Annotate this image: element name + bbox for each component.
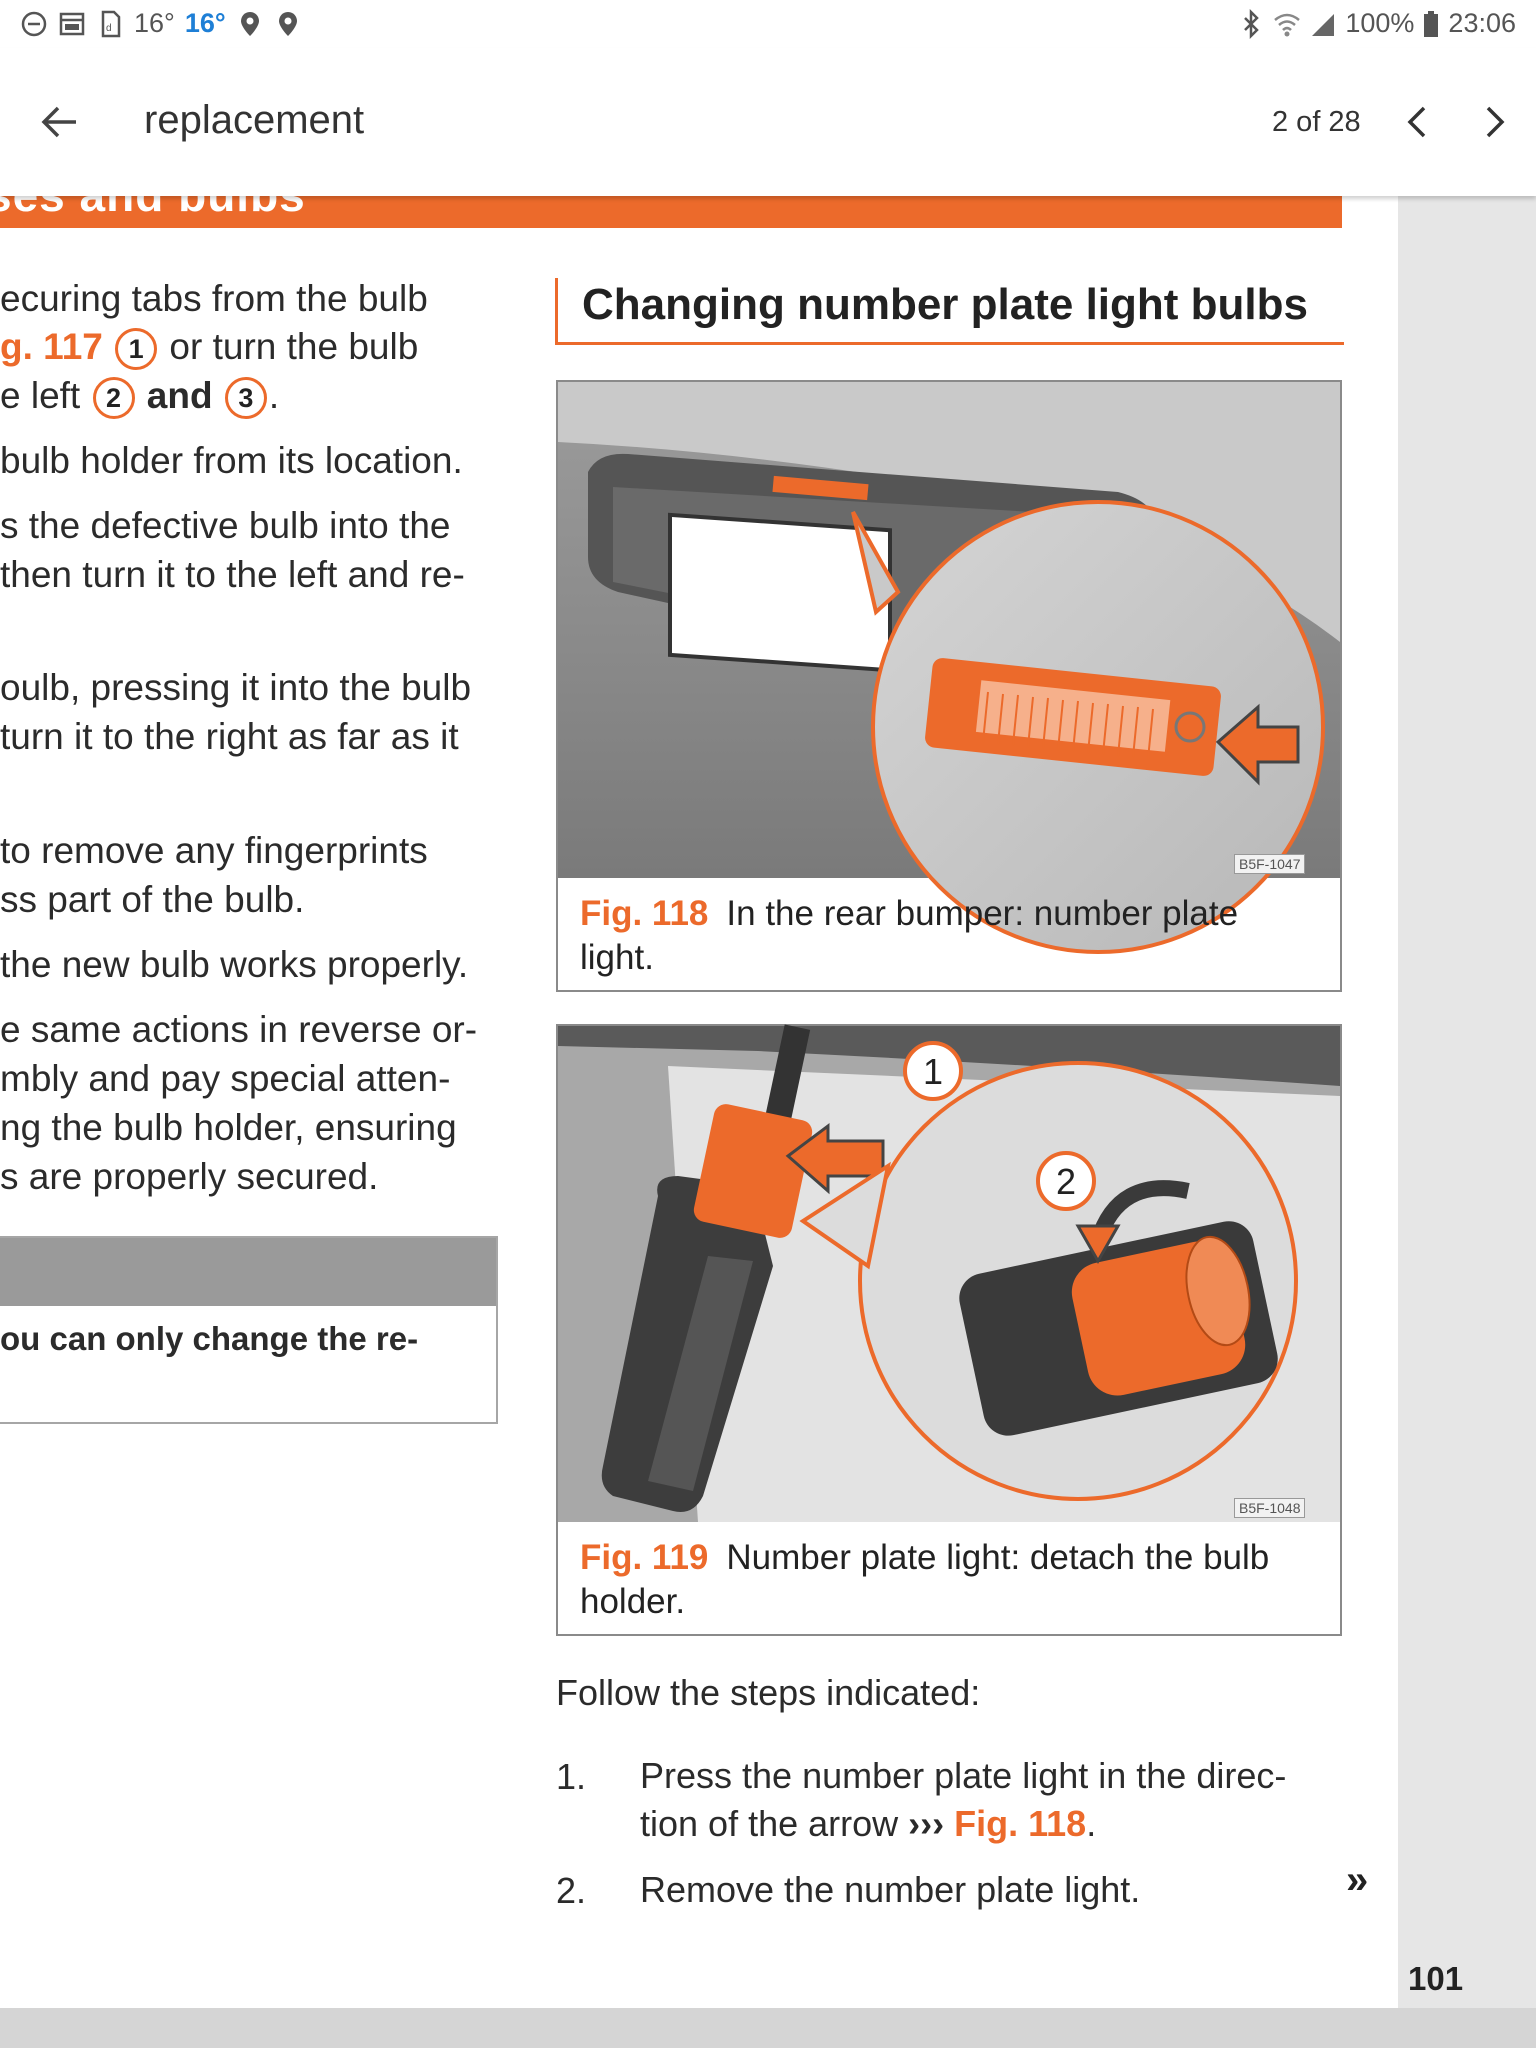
left-text-line: mbly and pay special atten- [0,1058,451,1099]
location-icon [274,9,302,39]
left-text-line: s are properly secured. [0,1156,379,1197]
back-arrow-icon [32,94,88,150]
callout-number: 2 [93,377,135,419]
figure-code: B5F-1048 [1234,1498,1305,1518]
chapter-header-bar [0,196,1342,228]
left-text-line: then turn it to the left and re- [0,554,465,595]
figure-118 [556,380,1342,992]
result-counter: 2 of 28 [1272,106,1361,138]
left-text-fragment: and [136,375,223,416]
figure-caption-line: light. [580,938,654,977]
section-title-text: Changing number plate light bulbs [582,280,1308,329]
svg-text:d: d [106,22,112,34]
left-text-line [0,375,279,419]
battery-percent: 100% [1345,8,1415,38]
figure-number: Fig. 118 [580,894,709,933]
figure-caption-line: holder. [580,1582,686,1621]
left-text-line: turn it to the right as far as it [0,716,459,757]
status-bar [0,0,1536,48]
figure-callout-number: 2 [1055,1161,1077,1202]
location-icon [236,9,264,39]
steps-intro: Follow the steps indicated: [556,1672,981,1713]
figure-number: Fig. 119 [580,1538,709,1577]
note-text: ou can only change the re- [0,1320,419,1357]
figure-119-illustration [558,1026,1340,1522]
left-text-fragment: e left [0,375,91,416]
sim-icon [96,9,124,39]
app-bar [0,48,1536,196]
status-bar-right [1237,8,1516,39]
figure-119 [556,1024,1342,1636]
figure-caption [580,892,1320,980]
step-text [640,1752,1286,1848]
step-number: 1. [556,1756,587,1797]
step-number: 2. [556,1870,587,1911]
left-text-line: s the defective bulb into the [0,505,451,546]
step-text-line: Press the number plate light in the direc- [640,1755,1287,1796]
page-number: 101 [1408,1960,1464,1997]
figure-caption-line: Number plate light: detach the bulb [726,1538,1270,1577]
signal-icon [1309,9,1337,39]
left-text-line: bulb holder from its location. [0,440,463,481]
note-box-header [0,1238,496,1306]
previous-result-button[interactable] [1394,98,1442,146]
figure-callout-number: 1 [922,1051,944,1092]
left-text-line: ss part of the bulb. [0,879,305,920]
section-title [555,278,1344,345]
wifi-icon [1273,9,1301,39]
chevron-right-icon [1470,98,1518,146]
bluetooth-icon [1237,9,1265,39]
bottom-band [0,2008,1536,2048]
step-text: Remove the number plate light. [640,1869,1141,1910]
minus-circle-icon [20,9,48,39]
next-result-button[interactable] [1470,98,1518,146]
callout-number: 3 [225,377,267,419]
clock: 23:06 [1448,8,1516,38]
step-text-fragment: . [1086,1803,1097,1844]
search-term-title: replacement [144,98,365,142]
chevron-left-icon [1394,98,1442,146]
page-margin-strip [1398,196,1536,2008]
calendar-icon [58,9,86,39]
left-text-line: to remove any fingerprints [0,830,428,871]
figure-caption [580,1536,1320,1624]
left-text-line: ecuring tabs from the bulb [0,278,428,319]
left-text-fragment: . [268,375,280,416]
step-text-line: tion of the arrow [640,1803,909,1844]
left-text-fragment: or turn the bulb [159,326,419,367]
figure-reference-link[interactable]: Fig. 118 [954,1803,1087,1844]
reference-arrow-mark: ››› [908,1803,945,1844]
figure-code: B5F-1047 [1234,854,1305,874]
back-button[interactable] [32,94,88,150]
temperature-grey: 16° [134,8,175,38]
figure-118-illustration [558,382,1340,878]
left-text-line: ng the bulb holder, ensuring [0,1107,457,1148]
temperature-blue: 16° [184,8,226,38]
continue-mark: » [1346,1858,1369,1902]
left-text-line [0,326,418,370]
battery-icon [1422,9,1440,39]
figure-reference[interactable]: g. 117 [0,326,103,367]
figure-caption-line: In the rear bumper: number plate [726,894,1239,933]
status-bar-left [20,8,302,39]
note-box [0,1236,498,1424]
left-text-line: e same actions in reverse or- [0,1009,478,1050]
callout-number: 1 [115,328,157,370]
left-text-line: oulb, pressing it into the bulb [0,667,472,708]
left-text-line: the new bulb works properly. [0,944,469,985]
